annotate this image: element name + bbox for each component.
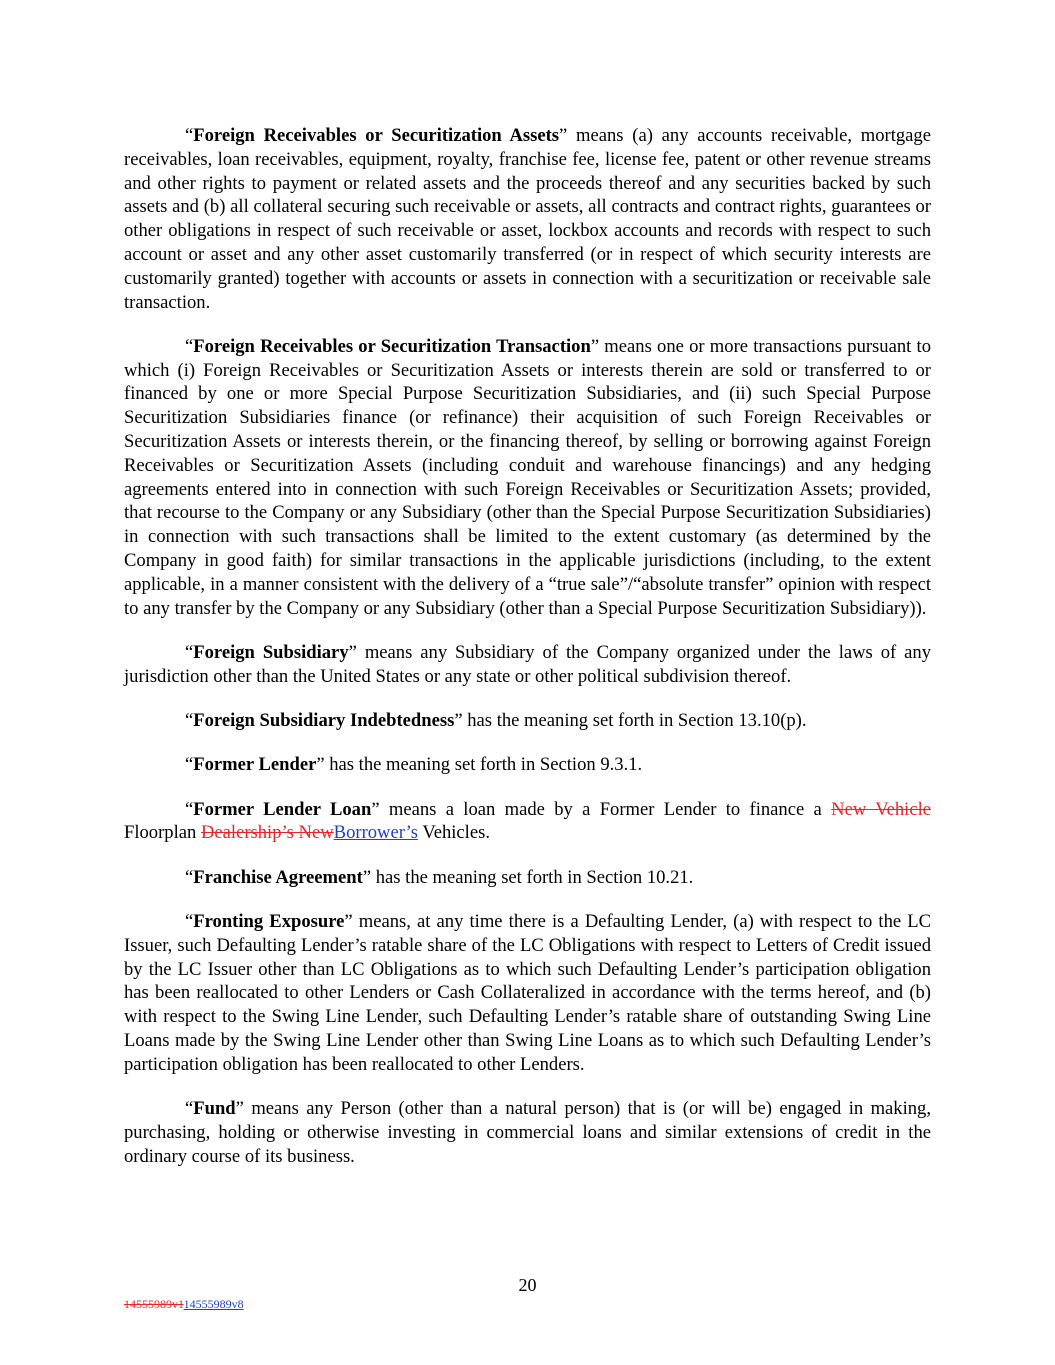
document-id — [124, 1297, 244, 1311]
definition-foreign-receivables-transaction: “Foreign Receivables or Securitization Transaction” means one or more transactions pursuant to which (i) Foreign Receivables or Securitization Assets or interests therein are sold or transferred to or financed by one or more Special Purpose Securitization Subsidiaries, and (ii) such Special Purpose Securitization Subsidiaries finance (or refinance) their acquisition of such Foreign Receivables or Securitization Assets or interests therein, or the financing thereof, by selling or borrowing against Foreign Receivables or Securitization Assets (including conduit and warehouse financings) and any hedging agreements entered into in connection with such Foreign Receivables or Securitization Assets; provided, that recourse to the Company or any Subsidiary (other than the Special Purpose Securitization Subsidiaries) in connection with such transactions shall be limited to the extent customary (as determined by the Company in good faith) for similar transactions in the applicable jurisdictions (including, to the extent applicable, in a manner consistent with the delivery of a “true sale”/“absolute transfer” opinion with respect to any transfer by the Company or any Subsidiary (other than a Special Purpose Securitization Subsidiary)). — [124, 335, 931, 619]
document-body — [124, 124, 931, 1189]
defined-term: Foreign Subsidiary — [193, 641, 349, 663]
definition-text: means a loan made by a Former Lender to finance a — [379, 798, 832, 820]
definition-text: has the meaning set forth in Section 10.21. — [371, 866, 694, 888]
definition-text: Vehicles. — [418, 822, 490, 844]
definition-fronting-exposure: “Fronting Exposure” means, at any time there is a Defaulting Lender, (a) with respect to the LC Issuer, such Defaulting Lender’s ratable share of the LC Obligations with respect to Letters of Credit issued by the LC Issuer other than LC Obligations as to which such Defaulting Lender’s participation obligation has been reallocated to other Lenders or Cash Collateralized in accordance with the terms hereof, and (b) with respect to the Swing Line Lender, such Defaulting Lender’s ratable share of outstanding Swing Line Loans made by the Swing Line Lender other than Swing Line Loans as to which such Defaulting Lender’s participation obligation has been reallocated to other Lenders. — [124, 911, 931, 1075]
defined-term: Fronting Exposure — [193, 911, 345, 933]
defined-term: Foreign Receivables or Securitization Assets — [193, 125, 560, 146]
definition-text: means (a) any accounts receivable, mortgage receivables, loan receivables, equipment, royalty, franchise fee, license fee, patent or other revenue streams and other rights to payment or related assets and the proceeds thereof and any securities backed by such assets and (b) all collateral securing such receivable or assets, all contracts and contract rights, guarantees or other obligations in respect of such receivable or asset, lockbox accounts and records with respect to such account or asset and any other asset customarily transferred (or in respect of which security interests are customarily granted) together with accounts or assets in connection with a securitization or receivable sale transaction. — [124, 125, 931, 313]
definition-foreign-subsidiary: “Foreign Subsidiary” means any Subsidiary of the Company organized under the laws of any jurisdiction other than the United States or any state or other political subdivision thereof. — [124, 641, 931, 687]
definition-former-lender: “Former Lender” has the meaning set forth in Section 9.3.1. — [185, 754, 643, 776]
definition-text: means, at any time there is a Defaulting Lender, (a) with respect to the LC Issuer, such Defaulting Lender’s ratable share of the LC Obligations with respect to Letters of Credit issued by the LC Issuer other than LC Obligations as to which such Defaulting Lender’s participation obligation has been reallocated to other Lenders or Cash Collateralized in accordance with the terms hereof, and (b) with respect to the Swing Line Lender, such Defaulting Lender’s ratable share of outstanding Swing Line Loans made by the Swing Line Lender other than Swing Line Loans as to which such Defaulting Lender’s participation obligation has been reallocated to other Lenders. — [124, 911, 931, 1075]
page-number: 20 — [518, 1275, 537, 1295]
definition-text: has the meaning set forth in Section 13.10(p). — [462, 710, 807, 732]
defined-term: Fund — [193, 1098, 236, 1120]
defined-term: Foreign Receivables or Securitization Transaction — [193, 335, 591, 357]
defined-term: Former Lender — [193, 754, 317, 776]
definition-text: means any Subsidiary of the Company organized under the laws of any jurisdiction other than the United States or any state or other political subdivision thereof. — [124, 641, 931, 687]
definition-text: means one or more transactions pursuant to which (i) Foreign Receivables or Securitization Assets or interests therein are sold or transferred to or financed by one or more Special Purpose Securitization Subsidiaries, and (ii) such Special Purpose Securitization Subsidiaries finance (or refinance) their acquisition of such Foreign Receivables or Securitization Assets or interests therein, or the financing thereof, by selling or borrowing against Foreign Receivables or Securitization Assets (including conduit and warehouse financings) and any hedging agreements entered into in connection with such Foreign Receivables or Securitization Assets; provided, that recourse to the Company or any Subsidiary (other than the Special Purpose Securitization Subsidiaries) in connection with such transactions shall be limited to the extent customary (as determined by the Company in good faith) for similar transactions in the applicable jurisdictions (including, to the extent applicable, in a manner consistent with the delivery of a “true sale”/“absolute transfer” opinion with respect to any transfer by the Company or any Subsidiary (other than a Special Purpose Securitization Subsidiary)). — [124, 335, 931, 619]
inserted-text: Borrower’s — [333, 822, 419, 844]
deleted-text: Dealership’s New — [200, 822, 334, 844]
definition-fund: “Fund” means any Person (other than a natural person) that is (or will be) engaged in making, purchasing, holding or otherwise investing in commercial loans and similar extensions of credit in the ordinary course of its business. — [124, 1098, 931, 1167]
definition-former-lender-loan: “Former Lender Loan” means a loan made by a Former Lender to finance a New Vehicle Floorplan Dealership’s NewBorrower’s Vehicles. — [124, 798, 931, 844]
defined-term: Foreign Subsidiary Indebtedness — [193, 710, 455, 732]
definition-foreign-receivables-assets: “Foreign Receivables or Securitization Assets” means (a) any accounts receivable, mortgage receivables, loan receivables, equipment, royalty, franchise fee, license fee, patent or other revenue streams and other rights to payment or related assets and the proceeds thereof and any securities backed by such assets and (b) all collateral securing such receivable or assets, all contracts and contract rights, guarantees or other obligations in respect of such receivable or asset, lockbox accounts and records with respect to such account or asset and any other asset customarily transferred (or in respect of which security interests are customarily granted) together with accounts or assets in connection with a securitization or receivable sale transaction. — [124, 125, 931, 313]
definition-text: has the meaning set forth in Section 9.3.1. — [324, 754, 643, 776]
definition-foreign-subsidiary-indebtedness: “Foreign Subsidiary Indebtedness” has the meaning set forth in Section 13.10(p). — [185, 710, 807, 732]
deleted-doc-id: 14555989v1 — [124, 1297, 184, 1311]
definition-franchise-agreement: “Franchise Agreement” has the meaning set forth in Section 10.21. — [185, 866, 694, 888]
defined-term: Former Lender Loan — [193, 798, 372, 820]
definition-text: means any Person (other than a natural person) that is (or will be) engaged in making, purchasing, holding or otherwise investing in commercial loans and similar extensions of credit in the ordinary course of its business. — [124, 1098, 931, 1167]
defined-term: Franchise Agreement — [193, 866, 363, 888]
definition-text: Floorplan — [124, 822, 201, 844]
deleted-text: New Vehicle — [831, 798, 931, 820]
inserted-doc-id: 14555989v8 — [183, 1297, 244, 1311]
